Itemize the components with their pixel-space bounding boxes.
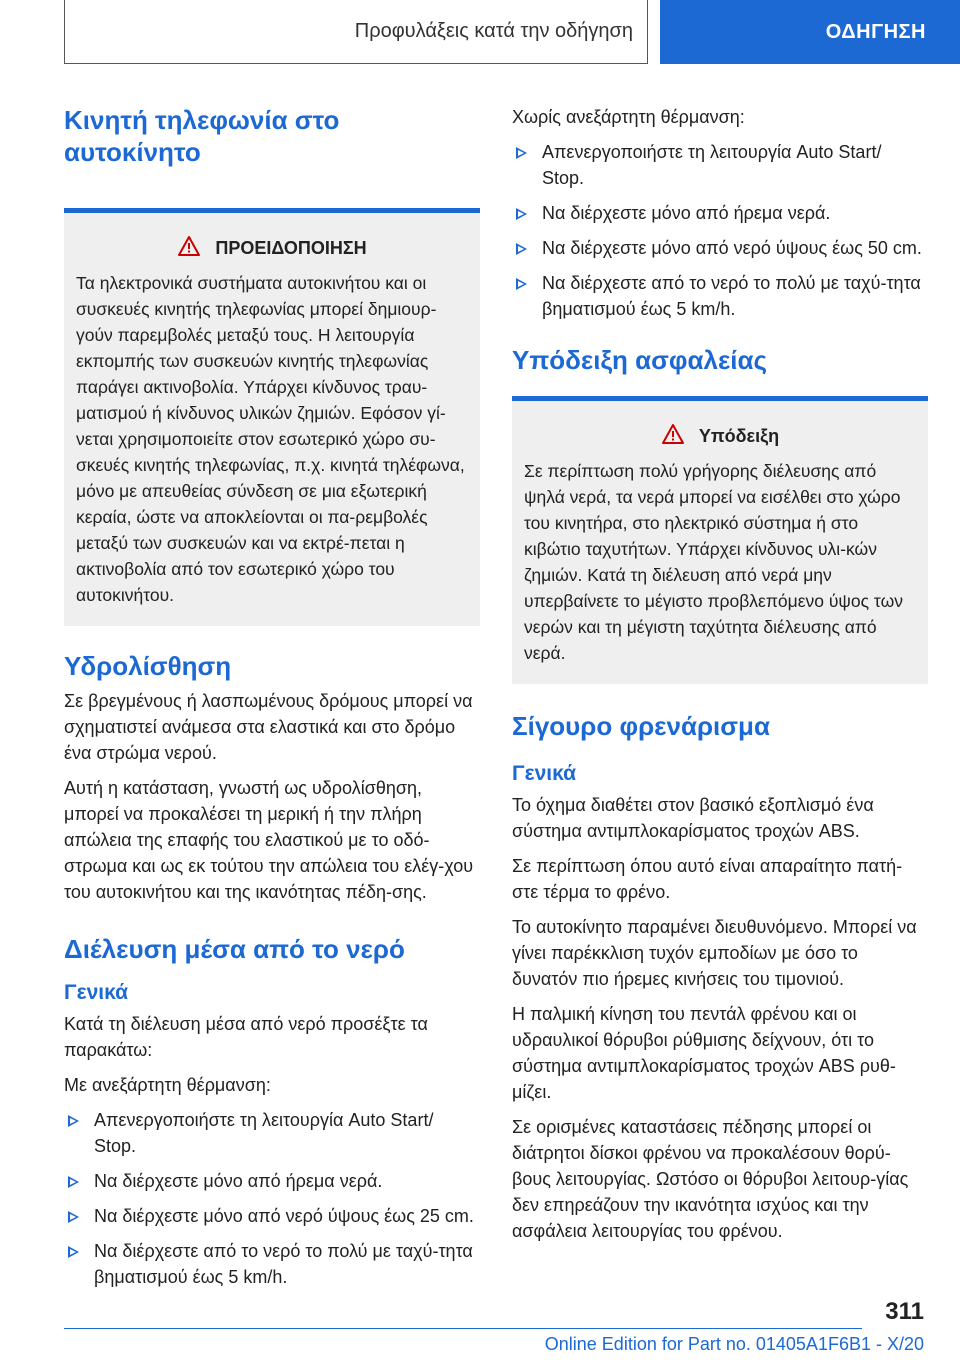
step-arrow-icon xyxy=(516,208,527,220)
safety-note-label: Υπόδειξη xyxy=(698,426,780,446)
warning-box xyxy=(64,208,480,626)
warning-heading: ΠΡΟΕΙΔΟΠΟΙΗΣΗ xyxy=(215,238,367,258)
step-arrow-icon xyxy=(516,278,527,290)
step-arrow-icon xyxy=(68,1211,79,1223)
header-section-title xyxy=(64,0,648,64)
warning-triangle-icon xyxy=(177,235,201,262)
page-number: 311 xyxy=(885,1298,924,1325)
right-column xyxy=(512,100,928,1244)
braking-paragraph-2: Σε περίπτωση όπου αυτό είναι απαραίτητο πατή-στε τέρμα το φρένο. xyxy=(512,856,903,902)
safety-note-box xyxy=(512,396,928,684)
step-arrow-icon xyxy=(516,243,527,255)
list-item: Να διέρχεστε μόνο από ήρεμα νερά. xyxy=(512,200,928,226)
water-paragraph-2: Με ανεξάρτητη θέρμανση: xyxy=(64,1075,271,1095)
braking-general-subheading: Γενικά xyxy=(512,762,577,785)
safety-note-header xyxy=(524,423,916,450)
list-item: Απενεργοποιήστε τη λειτουργία Auto Start/ Stop. xyxy=(64,1107,480,1159)
braking-paragraph-1: Το όχημα διαθέτει στον βασικό εξοπλισμό ένα σύστημα αντιμπλοκαρίσματος τροχών ABS. xyxy=(512,795,874,841)
water-general-subheading: Γενικά xyxy=(64,981,129,1004)
braking-heading: Σίγουρο φρενάρισμα xyxy=(512,711,770,741)
water-steps-with-heater xyxy=(64,1107,480,1290)
step-arrow-icon xyxy=(68,1115,79,1127)
list-item: Να διέρχεστε από το νερό το πολύ με ταχύ-τητα βηματισμού έως 5 km/h. xyxy=(64,1238,480,1290)
list-item: Να διέρχεστε μόνο από ήρεμα νερά. xyxy=(64,1168,480,1194)
footer-divider xyxy=(64,1328,862,1329)
safety-note-heading: Υπόδειξη ασφαλείας xyxy=(512,345,768,375)
braking-paragraph-5: Σε ορισμένες καταστάσεις πέδησης μπορεί οι διάτρητοι δίσκοι φρένου να προκαλέσουν θορύ-βους λειτουργίας. Ωστόσο οι θόρυβοι λειτουρ-γίας δεν επηρεάζουν την ικανότητα ισχύος και την ασφάλεια λειτουργίας του φρένου. xyxy=(512,1117,909,1241)
safety-note-text: Σε περίπτωση πολύ γρήγορης διέλευσης από ψηλά νερά, τα νερά μπορεί να εισέλθει στο χώρο του κινητήρα, στο ηλεκτρικό σύστημα ή στο κιβώτιο ταχυτήτων. Υπάρχει κίνδυνος υλι-κών ζημιών. Κατά τη διέλευση από νερά μην υπερβαίνετε το μέγιστο προβλεπόμενο ύψος των νερών και τη μέγιστη ταχύτητα διέλευσης από νερά. xyxy=(524,461,904,663)
section-title: Προφυλάξεις κατά την οδήγηση xyxy=(354,20,633,42)
list-item: Να διέρχεστε μόνο από νερό ύψους έως 50 cm. xyxy=(512,235,928,261)
footer-edition: Online Edition for Part no. 01405A1F6B1 - X/20 xyxy=(544,1334,924,1354)
warning-text: Τα ηλεκτρονικά συστήματα αυτοκινήτου και οι συσκευές κινητής τηλεφωνίας μπορεί δημιουρ-γούν παρεμβολές μεταξύ τους. Η λειτουργία εκπομπής των συσκευών κινητής τηλεφωνίας παράγει ακτινοβολία. Υπάρχει κίνδυνος τραυ-ματισμού ή κίνδυνος υλικών ζημιών. Εφόσον γί-νεται χρησιμοποιείτε στον εσωτερικό χώρο συ-σκευές κινητής τηλεφωνίας, π.χ. κινητά τηλέφωνα, μόνο με απευθείας σύνδεση σε μια εξωτερική κεραία, ώστε να αποκλείονται οι πα-ρεμβολές μεταξύ των συσκευών και να εκτρέ-πεται η ακτινοβολία από τον εσωτερικό χώρο του αυτοκινήτου. xyxy=(76,273,465,605)
list-item: Να διέρχεστε μόνο από νερό ύψους έως 25 cm. xyxy=(64,1203,480,1229)
warning-triangle-icon xyxy=(661,423,685,450)
chapter-title: ΟΔΗΓΗΣΗ xyxy=(825,20,926,43)
aquaplaning-paragraph-2: Αυτή η κατάσταση, γνωστή ως υδρολίσθηση, μπορεί να προκαλέσει τη μερική ή την πλήρη απώλεια της επαφής του ελαστικού με το οδό-στρωμα και ως εκ τούτου την απώλεια του ελέγ-χου του αυτοκινήτου και της ικανότητας πέδη-σης. xyxy=(64,778,474,902)
header-chapter-tab xyxy=(660,0,960,64)
list-item: Απενεργοποιήστε τη λειτουργία Auto Start/ Stop. xyxy=(512,139,928,191)
braking-paragraph-4: Η παλμική κίνηση του πεντάλ φρένου και οι υδραυλικοί θόρυβοι ρύθμισης δείχνουν, ότι το σύστημα αντιμπλοκαρίσματος τροχών ABS ρυθ-μίζει. xyxy=(512,1004,896,1102)
left-column xyxy=(64,100,480,1290)
water-steps-without-heater xyxy=(512,139,928,322)
water-crossing-heading: Διέλευση μέσα από το νερό xyxy=(64,934,405,964)
water-paragraph-1: Κατά τη διέλευση μέσα από νερό προσέξτε τα παρακάτω: xyxy=(64,1014,428,1060)
step-arrow-icon xyxy=(68,1176,79,1188)
mobile-phone-heading: Κινητή τηλεφωνία στο αυτοκίνητο xyxy=(64,105,340,167)
no-heater-paragraph: Χωρίς ανεξάρτητη θέρμανση: xyxy=(512,107,745,127)
warning-header xyxy=(76,235,468,262)
aquaplaning-paragraph-1: Σε βρεγμένους ή λασπωμένους δρόμους μπορεί να σχηματιστεί ανάμεσα στα ελαστικά και στο δρόμο ένα στρώμα νερού. xyxy=(64,691,473,763)
braking-paragraph-3: Το αυτοκίνητο παραμένει διευθυνόμενο. Μπορεί να γίνει παρέκκλιση τυχόν εμποδίων με όσο το δυνατόν πιο ήρεμες κινήσεις του τιμονιού. xyxy=(512,917,917,989)
step-arrow-icon xyxy=(68,1246,79,1258)
step-arrow-icon xyxy=(516,147,527,159)
aquaplaning-heading: Υδρολίσθηση xyxy=(64,651,232,681)
list-item: Να διέρχεστε από το νερό το πολύ με ταχύ-τητα βηματισμού έως 5 km/h. xyxy=(512,270,928,322)
